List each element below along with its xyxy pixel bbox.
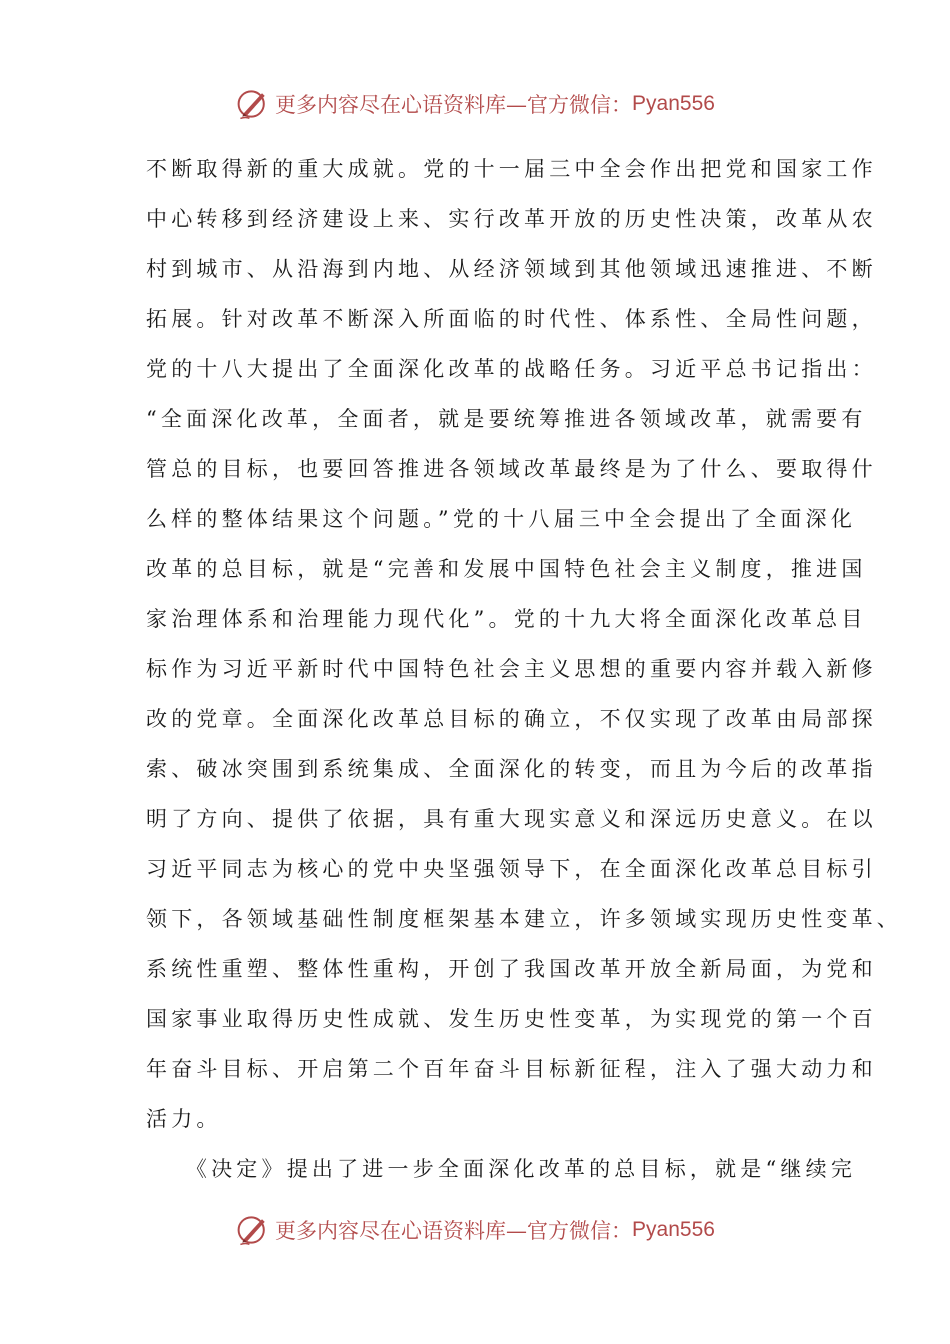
watermark-text: 更多内容尽在心语资料库—官方微信： [275,93,633,117]
text-line: 明了方向、提供了依据，具有重大现实意义和深远历史意义。在以 [146,807,877,831]
text-line: 家治理体系和治理能力现代化”。党的十九大将全面深化改革总目 [146,607,867,631]
pen-logo-icon [235,86,271,122]
text-line: 不断取得新的重大成就。党的十一届三中全会作出把党和国家工作 [146,157,877,181]
watermark-text: 更多内容尽在心语资料库—官方微信： [275,1219,633,1243]
text-line: 《决定》提出了进一步全面深化改革的总目标，就是“继续完 [146,1157,857,1181]
watermark-banner-top [0,84,950,124]
text-line: 么样的整体结果这个问题。”党的十八届三中全会提出了全面深化 [146,507,857,531]
document-body [146,152,902,1202]
text-line: 领下，各领域基础性制度框架基本建立，许多领域实现历史性变革、 [146,907,902,931]
text-line: 改的党章。全面深化改革总目标的确立，不仅实现了改革由局部探 [146,707,877,731]
pen-logo-icon [235,1212,271,1248]
text-line: 国家事业取得历史性成就、发生历史性变革，为实现党的第一个百 [146,1007,877,1031]
text-line: 中心转移到经济建设上来、实行改革开放的历史性决策，改革从农 [146,207,877,231]
text-line: 系统性重塑、整体性重构，开创了我国改革开放全新局面，为党和 [146,957,877,981]
text-line: 习近平同志为核心的党中央坚强领导下，在全面深化改革总目标引 [146,857,877,881]
text-line: 标作为习近平新时代中国特色社会主义思想的重要内容并载入新修 [146,657,877,681]
text-line: “全面深化改革，全面者，就是要统筹推进各领域改革，就需要有 [146,407,867,431]
text-line: 党的十八大提出了全面深化改革的战略任务。习近平总书记指出： [146,357,877,381]
text-line: 年奋斗目标、开启第二个百年奋斗目标新征程，注入了强大动力和 [146,1057,877,1081]
text-line: 索、破冰突围到系统集成、全面深化的转变，而且为今后的改革指 [146,757,877,781]
watermark-banner-bottom [0,1210,950,1250]
text-line: 拓展。针对改革不断深入所面临的时代性、体系性、全局性问题， [146,307,877,331]
text-line: 活力。 [146,1107,222,1131]
watermark-wechat-id: Pyan556 [632,1218,715,1241]
watermark-wechat-id: Pyan556 [632,92,715,115]
text-line: 改革的总目标，就是“完善和发展中国特色社会主义制度，推进国 [146,557,867,581]
text-line: 管总的目标，也要回答推进各领域改革最终是为了什么、要取得什 [146,457,877,481]
text-line: 村到城市、从沿海到内地、从经济领域到其他领域迅速推进、不断 [146,257,877,281]
